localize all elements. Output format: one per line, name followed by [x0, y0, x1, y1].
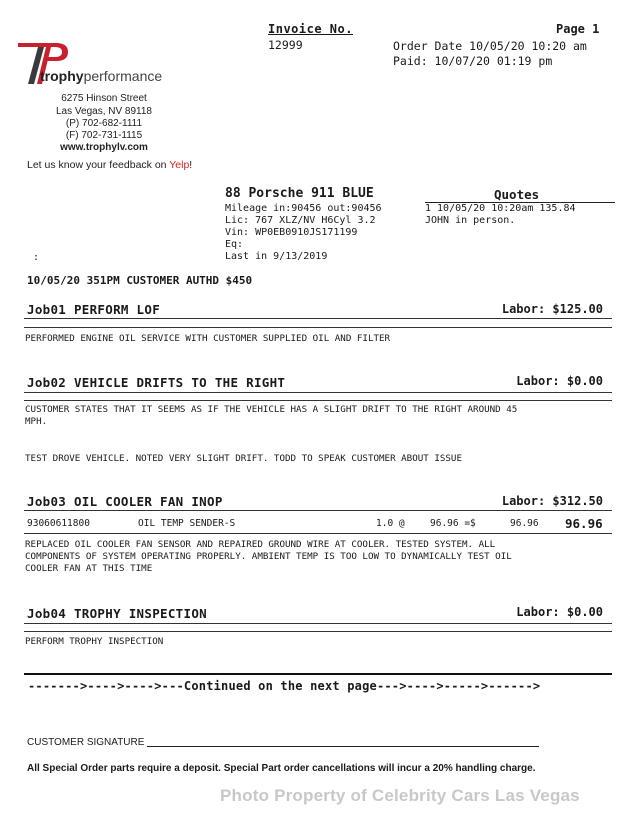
job04-rule-bottom [24, 631, 612, 632]
brand-name [40, 68, 162, 84]
quote-line-2: JOHN in person. [425, 215, 516, 226]
authorization-note: 10/05/20 351PM CUSTOMER AUTHD $450 [27, 274, 253, 287]
company-phone: (P) 702-682-1111 [65, 118, 143, 129]
job03-description-3: COOLER FAN AT THIS TIME [25, 563, 153, 574]
job03-title: Job03 OIL COOLER FAN INOP [27, 494, 223, 509]
job02-description-3: TEST DROVE VEHICLE. NOTED VERY SLIGHT DRIFT. TODD TO SPEAK CUSTOMER ABOUT ISSUE [25, 453, 462, 464]
photo-watermark: Photo Property of Celebrity Cars Las Vegas [220, 786, 580, 805]
invoice-label: Invoice No. [268, 22, 353, 36]
part-number: 93060611800 [27, 518, 90, 529]
company-fax: (F) 702-731-1115 [65, 130, 143, 141]
job01-title: Job01 PERFORM LOF [27, 302, 161, 317]
brand-bold: trophy [40, 68, 84, 84]
job03-labor: Labor: $312.50 [501, 494, 603, 508]
job03-rule-bottom [24, 533, 612, 534]
part-qty: 1.0 @ [376, 518, 405, 529]
job01-rule-top [24, 318, 612, 319]
job04-rule-top [24, 623, 612, 624]
stray-colon: : [33, 252, 40, 263]
continued-divider [24, 673, 612, 675]
company-website: www.trophylv.com [60, 142, 148, 153]
company-street: 6275 Hinson Street [61, 93, 147, 104]
job02-rule-top [24, 392, 612, 393]
job02-title: Job02 VEHICLE DRIFTS TO THE RIGHT [27, 375, 286, 390]
customer-signature-label: CUSTOMER SIGNATURE [27, 737, 145, 748]
signature-line [147, 746, 539, 747]
order-date: Order Date 10/05/20 10:20 am [393, 39, 587, 53]
page-number: Page 1 [556, 22, 600, 36]
vehicle-mileage: Mileage in:90456 out:90456 [225, 203, 382, 214]
job01-labor: Labor: $125.00 [501, 302, 603, 316]
job04-labor: Labor: $0.00 [516, 605, 603, 619]
feedback-prefix: Let us know your feedback on [27, 159, 170, 171]
vehicle-eq: Eq: [225, 239, 244, 250]
part-name: OIL TEMP SENDER-S [138, 518, 236, 529]
part-price: 96.96 =$ [430, 518, 476, 529]
vehicle-last-in: Last in 9/13/2019 [225, 251, 328, 262]
company-city: Las Vegas, NV 89118 [56, 106, 152, 117]
feedback-suffix: ! [189, 159, 193, 171]
vehicle-vin: Vin: WP0EB0910JS171199 [225, 227, 358, 238]
invoice-number: 12999 [268, 38, 303, 52]
continued-banner: ------->---->---->---Continued on the next page--->---->----->------> [28, 679, 541, 693]
vehicle-license: Lic: 767 XLZ/NV H6Cyl 3.2 [225, 215, 376, 226]
feedback-text [27, 159, 192, 171]
yelp-link: Yelp [169, 159, 190, 171]
quotes-title: Quotes [494, 187, 540, 202]
job02-labor: Labor: $0.00 [516, 374, 603, 388]
job02-description-1: CUSTOMER STATES THAT IT SEEMS AS IF THE VEHICLE HAS A SLIGHT DRIFT TO THE RIGHT AROUND 45 [25, 404, 518, 415]
part-total: 96.96 [565, 516, 603, 531]
quote-line-1: 1 10/05/20 10:20am 135.84 [425, 203, 576, 214]
special-order-notice: All Special Order parts require a deposit. Special Part order cancellations will incur a 20% handling charge. [27, 763, 536, 774]
vehicle-title: 88 Porsche 911 BLUE [225, 186, 374, 201]
job03-description-2: COMPONENTS OF SYSTEM OPERATING PROPERLY. AMBIENT TEMP IS TOO LOW TO DYNAMICALLY TEST OIL [25, 551, 512, 562]
job01-description: PERFORMED ENGINE OIL SERVICE WITH CUSTOMER SUPPLIED OIL AND FILTER [25, 333, 391, 344]
paid-date: Paid: 10/07/20 01:19 pm [393, 54, 553, 68]
brand-rest: performance [83, 68, 163, 84]
job04-title: Job04 TROPHY INSPECTION [27, 606, 207, 621]
job02-description-2: MPH. [25, 416, 48, 427]
job03-description-1: REPLACED OIL COOLER FAN SENSOR AND REPAIRED GROUND WIRE AT COOLER. TESTED SYSTEM. ALL [25, 539, 496, 550]
job02-rule-bottom [24, 400, 612, 401]
job01-rule-bottom [24, 327, 612, 328]
part-extended: 96.96 [510, 518, 539, 529]
job04-description: PERFORM TROPHY INSPECTION [25, 636, 164, 647]
job03-rule-top [24, 510, 612, 511]
